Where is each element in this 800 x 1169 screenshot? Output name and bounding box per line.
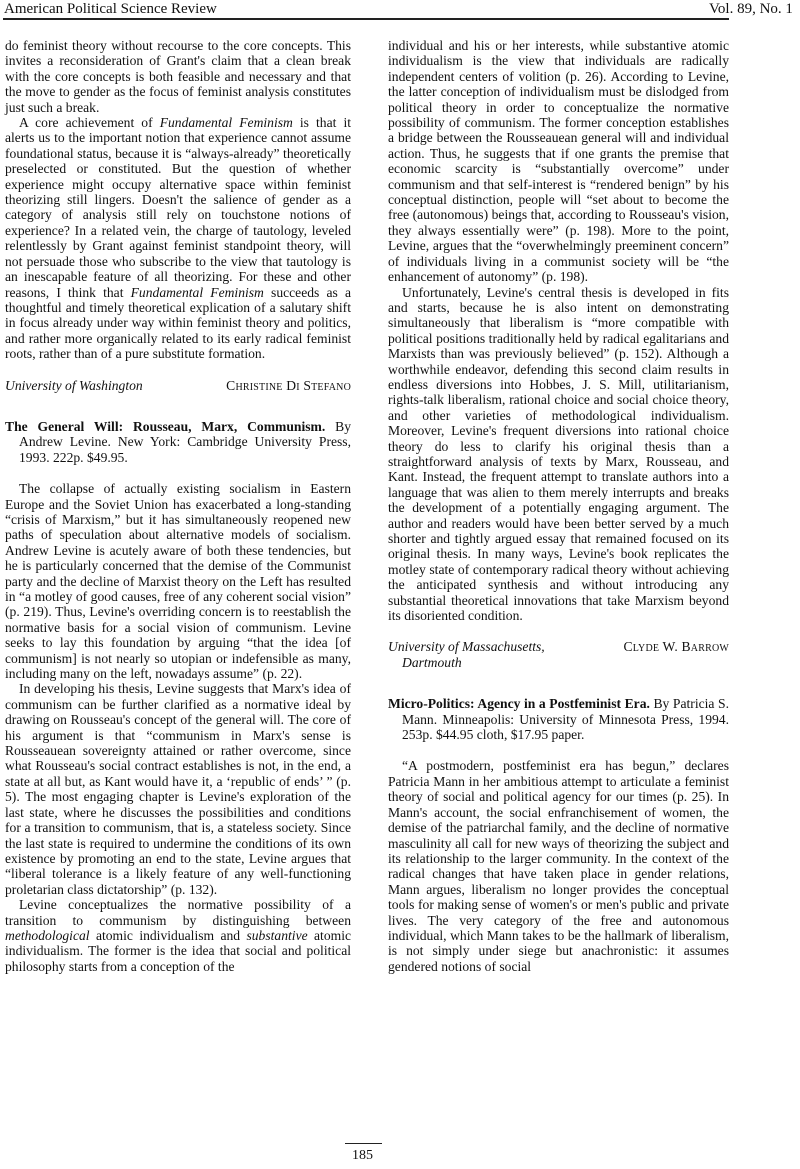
reviewer-name: Christine Di Stefano [226, 377, 351, 393]
book-citation: By Patricia S. Mann. Minneapolis: University of Minnesota Press, 1994. 253p. $44.95 cloth, $17.95 paper. [402, 696, 729, 743]
page-number: 185 [352, 1148, 373, 1163]
left-column [5, 38, 351, 974]
book-review-heading [5, 419, 351, 465]
paragraph [5, 115, 351, 362]
footer-rule [345, 1143, 382, 1144]
text: is that it alerts us to the important notion that experience cannot assume foundational status, because it is “always-already” theoretically preselected or constituted. But the question of whether experience might occupy alternative space within feminist theorizing still lingers. Doesn't the salience of gender as a category of analysis still rely on touchstone notions of experience? In a related vein, the charge of tautology, leveled relentlessly by Grant against feminist standpoint theory, will not persuade those who subscribe to the view that tautology is an inescapable feature of all theorizing. For these and other reasons, I think that [5, 115, 352, 300]
paragraph: do feminist theory without recourse to the core concepts. This invites a reconsideration of Grant's claim that a clean break with the core concepts is both feasible and necessary and that the move to gender as the focus of feminist analysis constitutes just such a break. [5, 38, 351, 115]
header-rule [3, 18, 477, 20]
right-column [388, 38, 729, 974]
institution-line: University of Massachusetts, [388, 639, 545, 655]
paragraph: individual and his or her interests, while substantive atomic individualism is the view that individuals are radically independent centers of volition (p. 26). According to Levine, the latter conception of individualism must be dislodged from political theory in order to conceptualize the normative possibility of communism. The former conception establishes a bridge between the Rousseauean general will and individual action. Thus, he suggests that if one grants the premise that economic scarcity is “substantially overcome” under communism and that self-interest is “rendered benign” by his conceptual distinction, people will “set about to become the free (autonomous) beings that, according to Rousseau's vision, they always essentially were” (p. 198). More to the point, Levine, argues that the “overwhelmingly preeminent concern” of individuals living in a communist society will be “the enhancement of autonomy” (p. 198). [388, 38, 729, 285]
book-citation: By Andrew Levine. New York: Cambridge University Press, 1993. 222p. $49.95. [19, 418, 351, 465]
journal-title: American Political Science Review [4, 1, 217, 17]
text: Levine conceptualizes the normative possibility of a transition to communism by distinguishing between [5, 897, 351, 928]
review-signature [5, 378, 351, 393]
paragraph: Unfortunately, Levine's central thesis is developed in fits and starts, because he is also intent on demonstrating simultaneously that liberalism is “more compatible with political positions traditionally held by radical egalitarians and Marxists than was previously believed” (p. 152). Although a worthwhile endeavor, defending this second claim results in endless diversions into Hobbes, J. S. Mill, utilitarianism, rights-talk liberalism, rational choice and social choice theory, and other varieties of methodological individualism. Moreover, Levine's frequent diversions into rational choice theory do less to clarify his original thesis than a straightforward analysis of texts by Marx, Rousseau, and Kant. Instead, the frequent attempt to translate authors into a language that was alien to them merely interrupts and breaks the development of a potentially engaging argument. The author and readers would have been better served by a much shorter and tightly argued essay that remained focused on its original thesis. In many ways, Levine's book replicates the motley state of contemporary radical theory without achieving the anticipated synthesis and without introducing any substantial theoretical innovations that take Marxism beyond its disoriented condition. [388, 284, 729, 624]
paragraph: “A postmodern, postfeminist era has begun,” declares Patricia Mann in her ambitious attempt to articulate a feminist theory of social and political agency for our times (p. 25). In Mann's account, the social enfranchisement of women, the demise of the patriarchal family, and the decline of normative masculinity all call for new ways of theorizing the subject and its relationship to the larger community. In the context of the radical changes that have taken place in gender relations, Mann argues, liberalism no longer provides the conceptual tools for making sense of women's or men's public and private lives. The very category of the free and autonomous individual, which Mann takes to be the hallmark of liberalism, is not simply under siege but anachronistic: it assumes gendered notions of social [388, 758, 729, 974]
paragraph: In developing his thesis, Levine suggests that Marx's idea of communism can be further clarified as a normative ideal by drawing on Rousseau's concept of the general will. The core of his argument is that “communism in Marx's sense is Rousseauean sovereignty attained or rather overcome, since what Rousseau's social contract establishes is not, in the end, a state at all but, as Kant would have it, a ‘republic of ends’ ” (p. 5). The most engaging chapter is Levine's exploration of the last state, where he discusses the possibilities and conditions for a transition to communism, that is, a stateless society. Since the last state is required to undermine the conditions of its own existence by promoting an end to the state, Levine argues that “liberal tolerance is a likely feature of any well-functioning proletarian class dictatorship” (p. 132). [5, 681, 351, 897]
paragraph [5, 897, 351, 974]
italic-term: substantive [246, 927, 308, 943]
text: A core achievement of [19, 115, 160, 131]
review-signature [388, 639, 729, 670]
book-title: The General Will: Rousseau, Marx, Communism. [5, 418, 326, 434]
volume-issue: Vol. 89, No. 1 [709, 1, 793, 17]
text: atomic individualism and [89, 927, 247, 943]
book-review-heading [388, 696, 729, 742]
paragraph: The collapse of actually existing socialism in Eastern Europe and the Soviet Union has exacerbated a long-standing “crisis of Marxism,” but it has simultaneously reopened new paths of speculation about alternative models of socialism. Andrew Levine is acutely aware of both these tendencies, but he is particularly concerned that the demise of the Communist party and the decline of Marxist theory on the Left has resulted in “a motley of good causes, free of any coherent social vision” (p. 219). Thus, Levine's overriding concern is to reestablish the normative basis for a social vision of communism. Levine seeks to lay this foundation by arguing “that the idea [of communism] is not nearly so utopian or indefensible as many, including many on the left, nowadays assume” (p. 22). [5, 481, 351, 682]
running-head [4, 0, 793, 18]
book-title: Micro-Politics: Agency in a Postfeminist Era. [388, 696, 650, 712]
header-rule-right [477, 18, 729, 20]
institution-line: Dartmouth [402, 654, 462, 670]
book-title-italic: Fundamental Feminism [159, 115, 293, 131]
text: atomic individualism. The former is the idea that social and political philosophy starts from a conception of the [5, 927, 352, 974]
reviewer-name: Clyde W. Barrow [623, 639, 729, 655]
book-title-italic: Fundamental Feminism [130, 284, 264, 300]
reviewer-institution [388, 639, 545, 670]
italic-term: methodological [5, 927, 90, 943]
reviewer-institution: University of Washington [5, 377, 143, 393]
text: succeeds as a thoughtful and timely theoretical explication of a salutary shift in focus already under way within feminist theory and politics, and rather more organically related to its early radical feminist roots, rather than of a pure substitute formation. [5, 284, 351, 362]
